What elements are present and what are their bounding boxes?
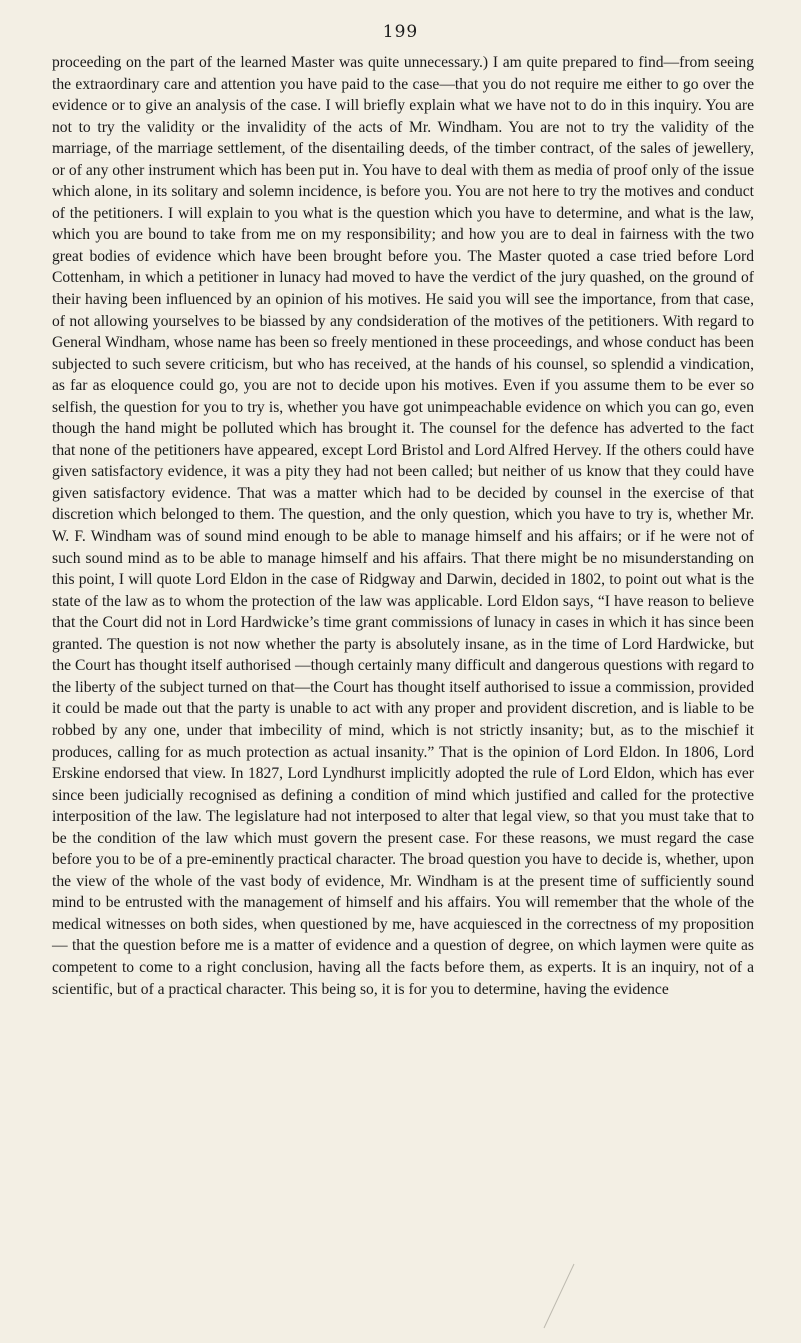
body-text bbox=[52, 52, 754, 1000]
page-number: 199 bbox=[382, 22, 419, 42]
pencil-mark-icon bbox=[538, 1262, 578, 1332]
paragraph: proceeding on the part of the learned Master was quite unnecessary.) I am quite prepared to find—from seeing the extraordinary care and attention you have paid to the case—that you do not require me either to go over the evidence or to give an analysis of the case. I will briefly explain what we have not to do in this inquiry. You are not to try the validity or the invalidity of the acts of Mr. Windham. You are not to try the validity of the marriage, of the marriage settlement, of the disentailing deeds, of the timber contract, of the sales of jewellery, or of any other instrument which has been put in. You have to deal with them as media of proof only of the issue which alone, in its solitary and solemn incidence, is before you. You are not here to try the motives and conduct of the petitioners. I will explain to you what is the question which you have to determine, and what is the law, which you are bound to take from me on my responsibility; and how you are to deal in fairness with the two great bodies of evidence which have been brought before you. The Master quoted a case tried before Lord Cottenham, in which a petitioner in lunacy had moved to have the verdict of the jury quashed, on the ground of their having been influenced by an opinion of his motives. He said you will see the importance, from that case, of not allowing yourselves to be biassed by any condsideration of the motives of the petitioners. With regard to General Windham, whose name has been so freely mentioned in these proceedings, and whose conduct has been subjected to such severe criticism, but who has received, at the hands of his counsel, so splendid a vindication, as far as eloquence could go, you are not to decide upon his motives. Even if you assume them to be ever so selfish, the question for you to try is, whether you have got unimpeachable evidence on which you can go, even though the hand might be polluted which has brought it. The counsel for the defence has adverted to the fact that none of the petitioners have appeared, except Lord Bristol and Lord Alfred Hervey. If the others could have given satisfactory evidence, it was a pity they had not been called; but neither of us know that they could have given satisfactory evidence. That was a matter which had to be decided by counsel in the exercise of that discretion which belonged to them. The question, and the only question, which you have to try is, whether Mr. W. F. Windham was of sound mind enough to be able to manage himself and his affairs; or if he were not of such sound mind as to be able to manage himself and his affairs. That there might be no misunderstanding on this point, I will quote Lord Eldon in the case of Ridgway and Darwin, decided in 1802, to point out what is the state of the law as to whom the protection of the law was applicable. Lord Eldon says, “I have reason to believe that the Court did not in Lord Hardwicke’s time grant commissions of lunacy in cases in which it has since been granted. The question is not now whether the party is absolutely insane, as in the time of Lord Hardwicke, but the Court has thought itself authorised —though certainly many difficult and dangerous questions with regard to the liberty of the subject turned on that—the Court has thought itself authorised to issue a commission, provided it could be made out that the party is unable to act with any proper and provident discretion, and is liable to be robbed by any one, under that imbecility of mind, which is not strictly insanity; but, as to the mischief it produces, calling for as much protection as actual insanity.” That is the opinion of Lord Eldon. In 1806, Lord Erskine endorsed that view. In 1827, Lord Lyndhurst implicitly adopted the rule of Lord Eldon, which has ever since been judicially recognised as defining a condition of mind which justified and called for the protective interposition of the law. The legislature had not interposed to alter that legal view, so that you must take that to be the condition of the law which must govern the present case. For these reasons, we must regard the case before you to be of a pre-eminently practical character. The broad question you have to decide is, whether, upon the view of the whole of the vast body of evidence, Mr. Windham is at the present time of sufficiently sound mind to be entrusted with the management of himself and his affairs. You will remember that the whole of the medical witnesses on both sides, when questioned by me, have acquiesced in the correctness of my proposition — that the question before me is a matter of evidence and a question of degree, on which laymen were quite as competent to come to a right conclusion, having all the facts before them, as experts. It is an inquiry, not of a scientific, but of a practical character. This being so, it is for you to determine, having the evidence bbox=[52, 54, 754, 998]
